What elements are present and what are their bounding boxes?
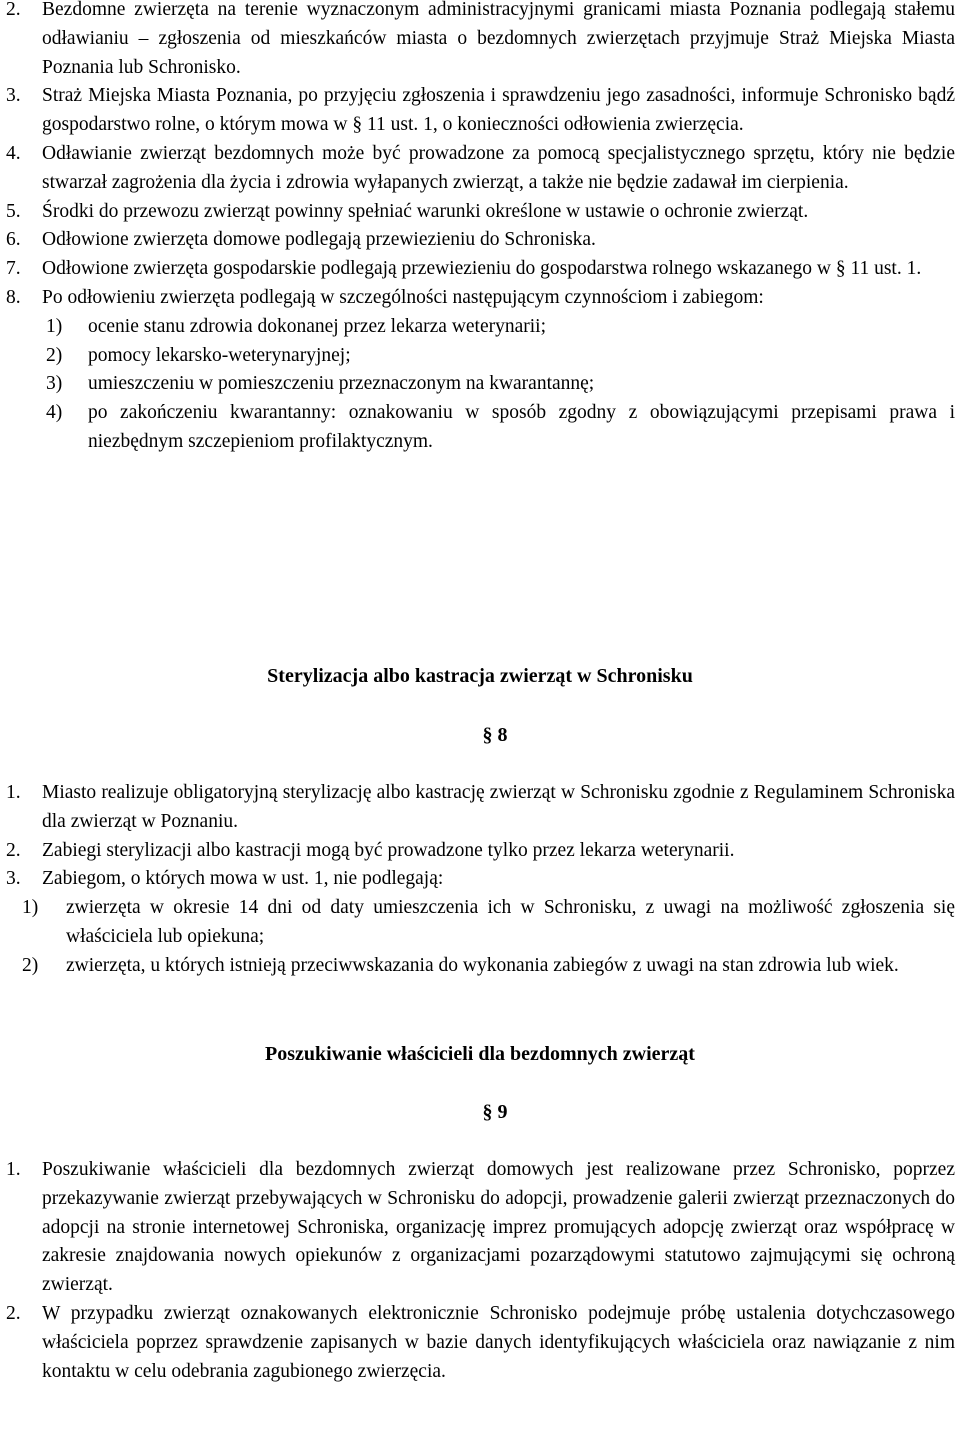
list-item <box>0 140 960 198</box>
paragraph-number: § 9 <box>482 1101 508 1123</box>
item-number: 3) <box>46 373 63 395</box>
list-item <box>0 226 960 255</box>
item-number: 6. <box>6 229 21 251</box>
sub-list-item <box>0 894 960 952</box>
item-number: 2. <box>6 0 21 20</box>
sub-list-item <box>0 313 960 342</box>
item-number: 2. <box>6 1302 21 1324</box>
item-text: Odłowione zwierzęta gospodarskie podlegają przewiezieniu do gospodarstwa rolnego wskazanego w § 11 ust. 1. <box>42 258 922 280</box>
item-text: Miasto realizuje obligatoryjną sterylizację albo kastrację zwierząt w Schronisku zgodnie z Regulaminem Schroniska dla zwierząt w Poznaniu. <box>42 782 955 832</box>
section-9-heading <box>0 1040 960 1069</box>
item-number: 3. <box>6 85 21 107</box>
section-9-body <box>0 1156 960 1386</box>
list-item <box>0 198 960 227</box>
item-text: zwierzęta w okresie 14 dni od daty umieszczenia ich w Schronisku, z uwagi na możliwość zgłoszenia się właściciela lub opiekuna; <box>66 897 955 947</box>
sub-list-item <box>0 399 960 457</box>
item-text: W przypadku zwierząt oznakowanych elektronicznie Schronisko podejmuje próbę ustalenia dotychczasowego właściciela poprzez sprawdzenie zapisanych w bazie danych identyfikujących właściciela oraz nawiązanie z nim kontaktu w celu odebrania zagubionego zwierzęcia. <box>42 1302 955 1382</box>
item-number: 7. <box>6 258 21 280</box>
item-text: po zakończeniu kwarantanny: oznakowaniu w sposób zgodny z obowiązującymi przepisami prawa i niezbędnym szczepieniom profilaktycznym. <box>88 402 955 452</box>
item-text: Środki do przewozu zwierząt powinny spełniać warunki określone w ustawie o ochronie zwierząt. <box>42 200 809 222</box>
item-text: Zabiegi sterylizacji albo kastracji mogą być prowadzone tylko przez lekarza weterynarii. <box>42 839 735 861</box>
item-text: Po odłowieniu zwierzęta podlegają w szczególności następującym czynnościom i zabiegom: <box>42 286 764 308</box>
item-text: Bezdomne zwierzęta na terenie wyznaczonym administracyjnymi granicami miasta Poznania podlegają stałemu odławianiu – zgłoszenia od mieszkańców miasta o bezdomnych zwierzętach przyjmuje Straż Miejska Miasta Poznania lub Schronisko. <box>42 0 955 78</box>
list-item <box>0 779 960 837</box>
section-heading: Sterylizacja albo kastracja zwierząt w Schronisku <box>267 665 693 687</box>
item-number: 1) <box>46 315 63 337</box>
list-item <box>0 1300 960 1386</box>
sub-list-item <box>0 370 960 399</box>
item-number: 1. <box>6 782 21 803</box>
list-item <box>0 837 960 866</box>
item-text: ocenie stanu zdrowia dokonanej przez lekarza weterynarii; <box>88 315 547 337</box>
section-8-heading <box>0 662 960 691</box>
sub-list-item <box>0 952 960 981</box>
item-number: 8. <box>6 286 21 308</box>
item-number: 5. <box>6 200 21 222</box>
item-number: 3. <box>6 868 21 890</box>
item-number: 1) <box>22 897 39 919</box>
section-7-continuation <box>0 0 960 457</box>
section-8-body <box>0 779 960 981</box>
item-number: 2. <box>6 839 21 861</box>
item-text: Poszukiwanie właścicieli dla bezdomnych zwierząt domowych jest realizowane przez Schronisko, poprzez przekazywanie zwierząt przebywających w Schronisku do adopcji, prowadzenie galerii zwierząt przeznaczonych do adopcji na stronie internetowej Schroniska, organizację imprez promujących adopcję zwierząt oraz współpracę w zakresie znajdowania nowych opiekunów z organizacjami pozarządowymi statutowo zajmującymi się ochroną zwierząt. <box>42 1159 955 1296</box>
item-text: zwierzęta, u których istnieją przeciwwskazania do wykonania zabiegów z uwagi na stan zdrowia lub wiek. <box>66 954 899 976</box>
list-item <box>0 82 960 140</box>
item-number: 1. <box>6 1159 21 1180</box>
list-item <box>0 0 960 82</box>
item-text: Zabiegom, o których mowa w ust. 1, nie podlegają: <box>42 868 444 890</box>
item-number: 2) <box>46 344 63 366</box>
list-item <box>0 1156 960 1300</box>
list-item <box>0 284 960 313</box>
list-item <box>0 865 960 894</box>
paragraph-number: § 8 <box>482 724 508 746</box>
item-text: umieszczeniu w pomieszczeniu przeznaczonym na kwarantannę; <box>88 373 595 395</box>
sub-list-item <box>0 342 960 371</box>
item-number: 2) <box>22 954 39 976</box>
section-9-paragraph <box>0 1098 960 1127</box>
item-text: Odłowione zwierzęta domowe podlegają przewiezieniu do Schroniska. <box>42 229 596 251</box>
item-text: Odławianie zwierząt bezdomnych może być prowadzone za pomocą specjalistycznego sprzętu, który nie będzie stwarzał zagrożenia dla życia i zdrowia wyłapanych zwierząt, a także nie będzie zadawał im cierpienia. <box>42 142 955 193</box>
list-item <box>0 255 960 284</box>
item-text: pomocy lekarsko-weterynaryjnej; <box>88 344 351 366</box>
item-number: 4) <box>46 402 63 424</box>
item-number: 4. <box>6 142 21 164</box>
item-text: Straż Miejska Miasta Poznania, po przyjęciu zgłoszenia i sprawdzeniu jego zasadności, informuje Schronisko bądź gospodarstwo rolne, o którym mowa w § 11 ust. 1, o konieczności odłowienia zwierzęcia. <box>42 85 955 136</box>
section-heading: Poszukiwanie właścicieli dla bezdomnych zwierząt <box>265 1043 695 1065</box>
section-8-paragraph <box>0 721 960 750</box>
